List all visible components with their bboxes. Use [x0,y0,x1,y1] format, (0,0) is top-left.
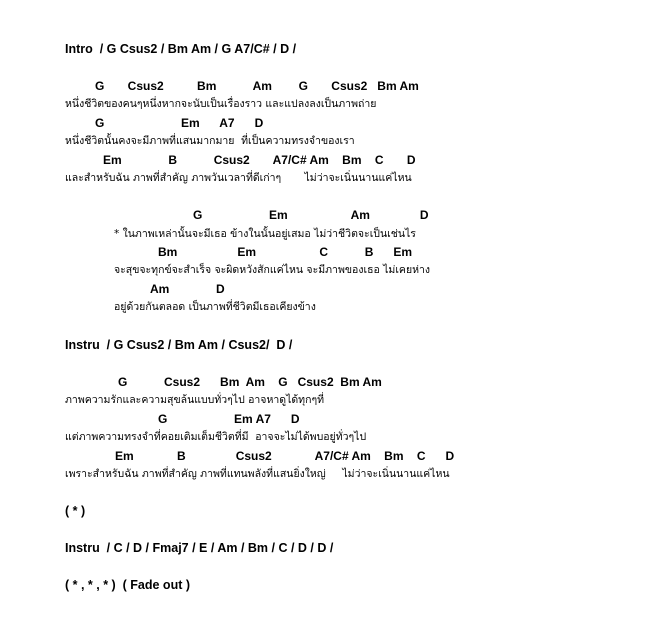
verse2-chords-3: Em B Csus2 A7/C# Am Bm C D [115,449,455,463]
verse2-chords-2: G Em A7 D [158,412,300,426]
chorus-chords-3: Am D [150,282,225,296]
instru-line-2: Instru / C / D / Fmaj7 / E / Am / Bm / C / D / D / [65,541,334,555]
verse1-chords-3: Em B Csus2 A7/C# Am Bm C D [103,153,416,167]
verse2-lyric-3: เพราะสำหรับฉัน ภาพที่สำคัญ ภาพที่แทนพลังที่แสนยิ่งใหญ่ ไม่ว่าจะเนิ่นนานแค่ไหน [65,468,450,480]
verse1-chords-1: G Csus2 Bm Am G Csus2 Bm Am [95,79,419,93]
instru-line-1: Instru / G Csus2 / Bm Am / Csus2/ D / [65,338,293,352]
chorus-lyric-3: อยู่ด้วยกันตลอด เป็นภาพที่ชีวิตมีเธอเคียงข้าง [114,301,316,313]
intro-line: Intro / G Csus2 / Bm Am / G A7/C# / D / [65,42,297,56]
verse2-chords-1: G Csus2 Bm Am G Csus2 Bm Am [118,375,382,389]
verse1-lyric-2: หนึ่งชีวิตนั้นคงจะมีภาพที่แสนมากมาย ที่เป็นความทรงจำของเรา [65,135,355,147]
verse2-lyric-1: ภาพความรักและความสุขล้นแบบทั่วๆไป อาจหาดูได้ทุกๆที่ [65,394,325,406]
chorus-lyric-1: * ในภาพเหล่านั้นจะมีเธอ ข้างในนั้นอยู่เสมอ ไม่ว่าชีวิตจะเป็นเช่นไร [114,228,416,240]
outro-line: ( * , * , * ) ( Fade out ) [65,578,190,592]
chorus-lyric-2: จะสุขจะทุกข์จะสำเร็จ จะผิดหวังสักแค่ไหน จะมีภาพของเธอ ไม่เคยห่าง [114,264,431,276]
chorus-chords-1: G Em Am D [193,208,429,222]
verse1-lyric-1: หนึ่งชีวิตของคนๆหนึ่งหากจะนับเป็นเรื่องราว และแปลงลงเป็นภาพถ่าย [65,98,377,110]
verse1-lyric-3: และสำหรับฉัน ภาพที่สำคัญ ภาพวันเวลาที่ดีเก่าๆ ไม่ว่าจะเนิ่นนานแค่ไหน [65,172,412,184]
chorus-chords-2: Bm Em C B Em [158,245,413,259]
verse1-chords-2: G Em A7 D [95,116,264,130]
chorus-repeat-marker: ( * ) [65,504,86,518]
verse2-lyric-2: แต่ภาพความทรงจำที่คอยเติมเต็มชีวิตที่มี อาจจะไม่ได้พบอยู่ทั่วๆไป [65,431,367,443]
